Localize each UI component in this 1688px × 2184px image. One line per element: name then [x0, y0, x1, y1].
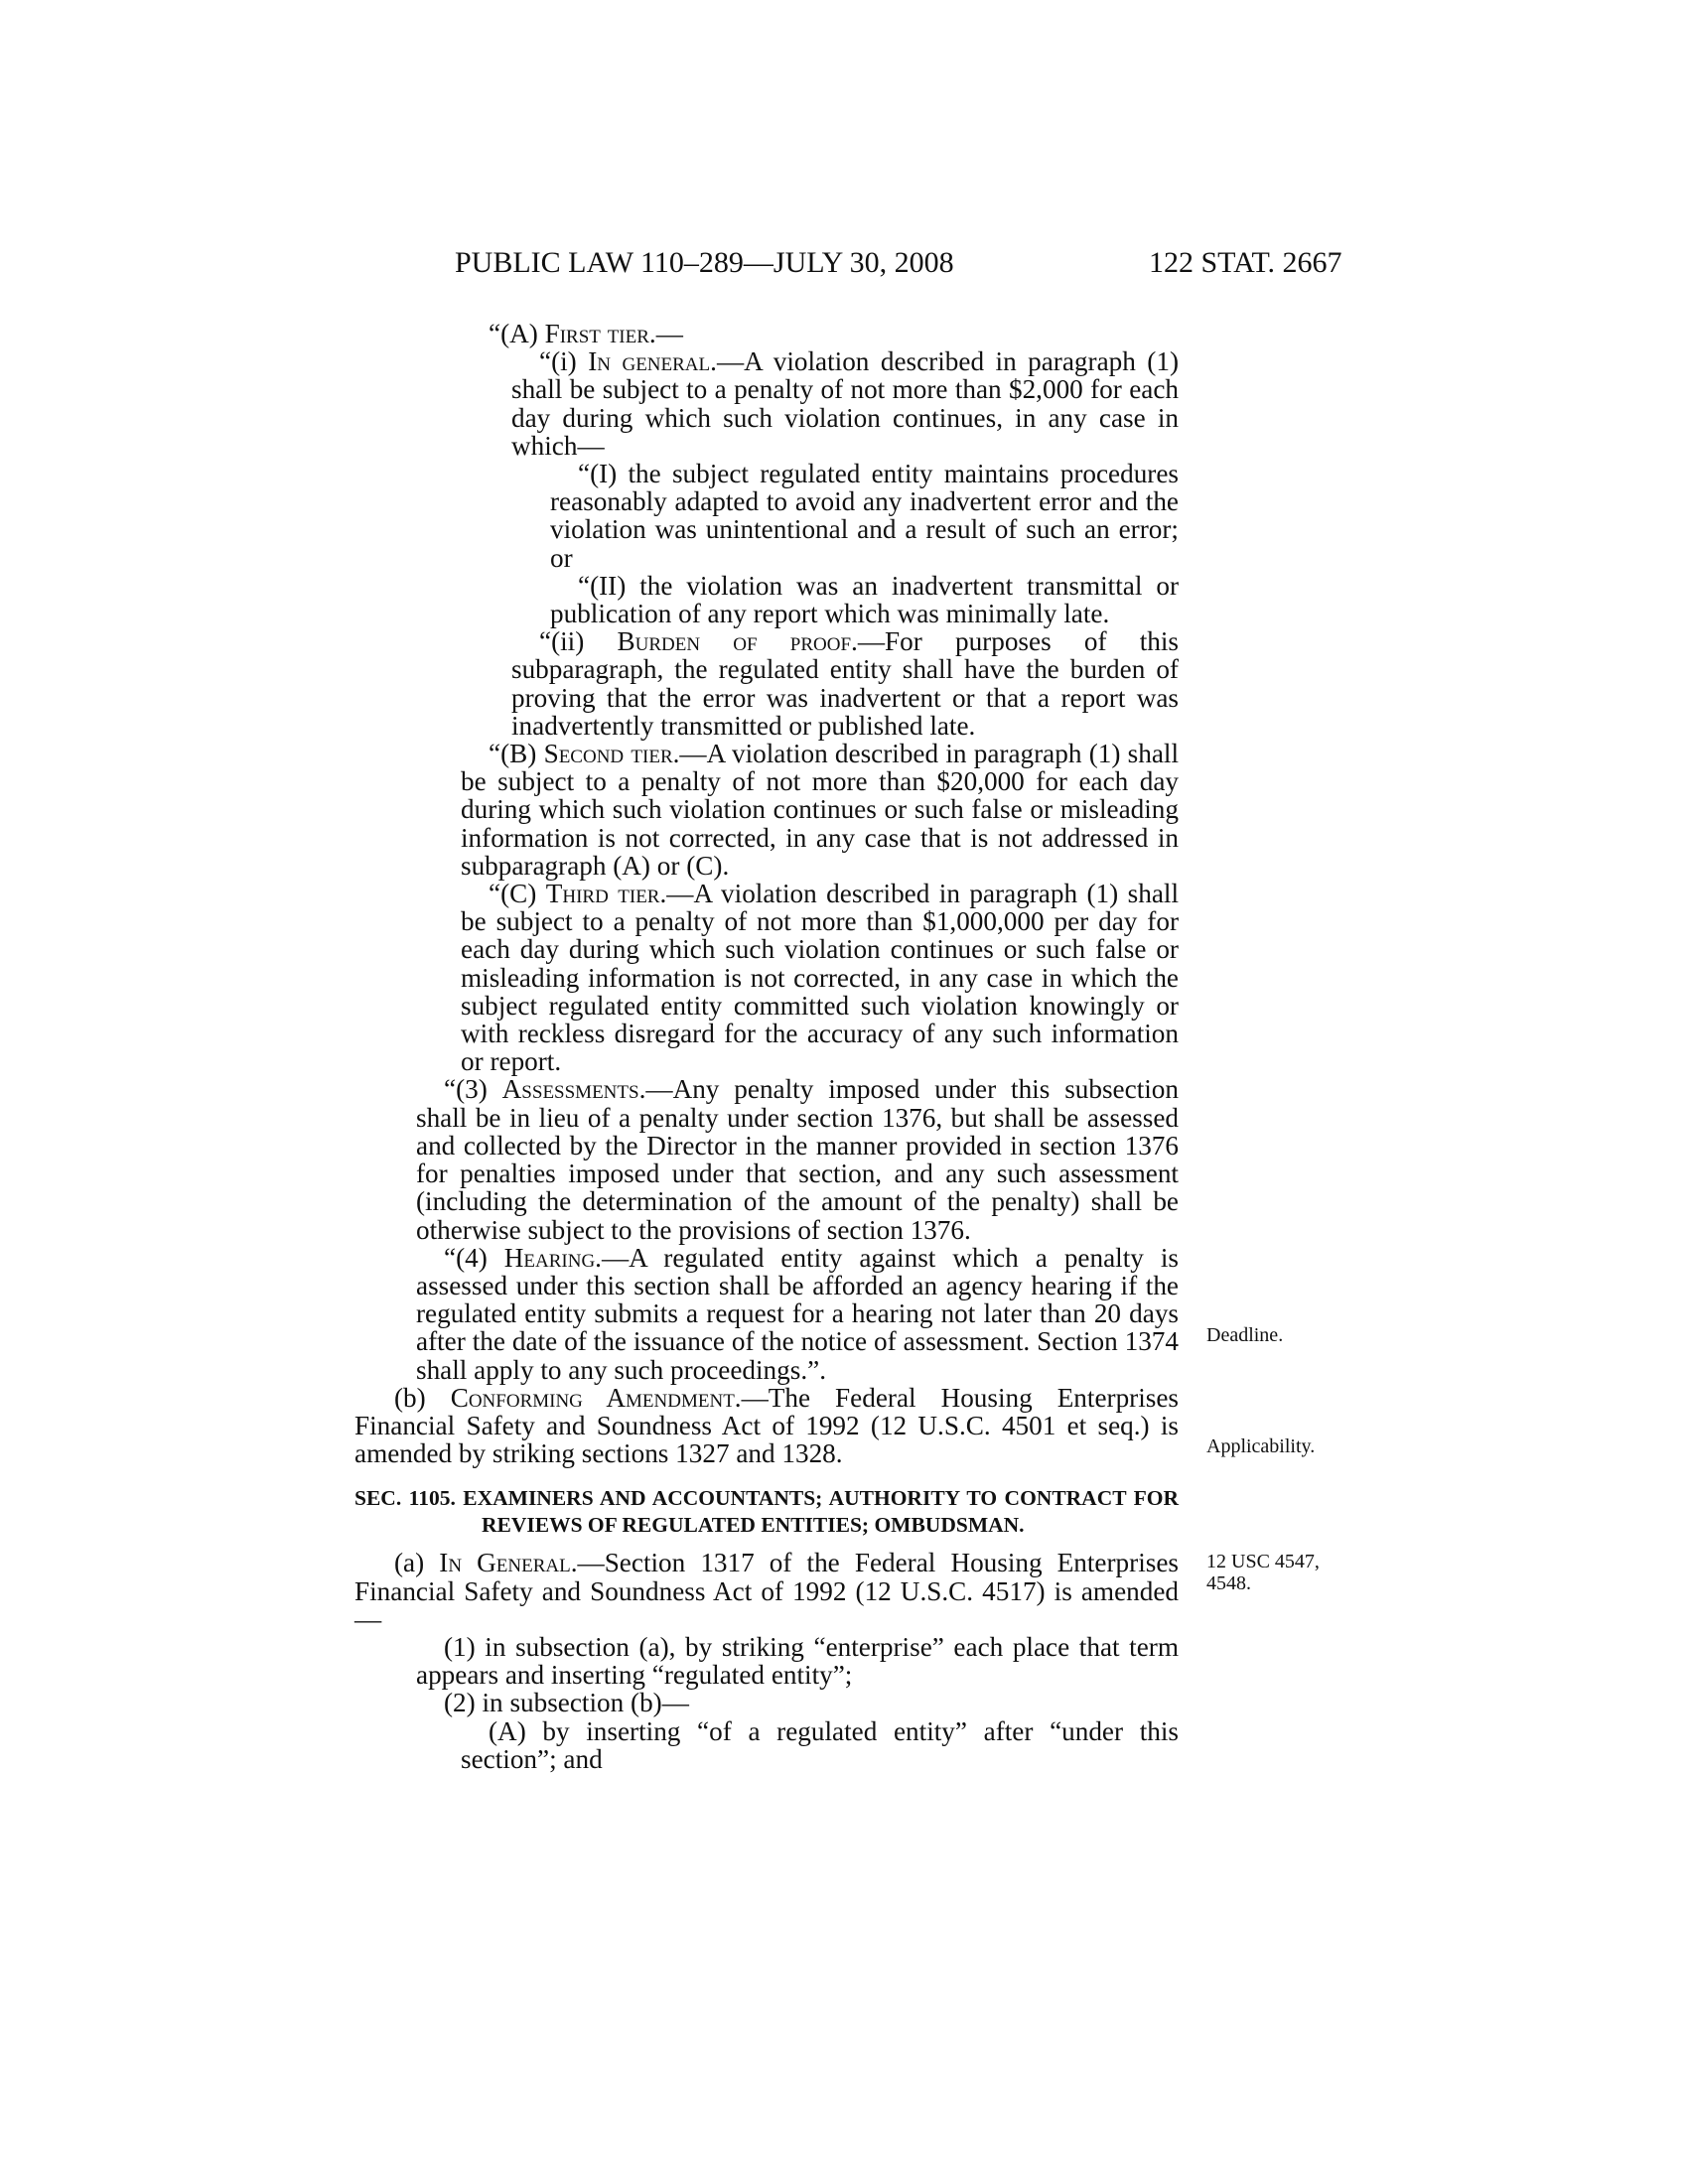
paragraph-amendment-1: (1) in subsection (a), by striking “enterprise” each place that term appears and inserting “regulated entity”; — [416, 1631, 1179, 1691]
paragraph-amendment-2A: (A) by inserting “of a regulated entity” after “under this section”; and — [461, 1715, 1179, 1774]
paragraph-clause-II: “(II) the violation was an inadvertent transmittal or publication of any report which was minimally late. — [550, 570, 1179, 629]
assessments-heading: Assessments. — [501, 1074, 646, 1105]
paragraph-in-general: “(i) In general.—A violation described in paragraph (1) shall be subject to a penalty of not more than $2,000 for each day during which such violation continues, in any case in which— — [511, 346, 1180, 461]
paragraph-section-general: (a) In General.—Section 1317 of the Federal Housing Enterprises Financial Safety and Soundness Act of 1992 (12 U.S.C. 4517) is amended— — [354, 1548, 1179, 1634]
statute-page-number: 122 STAT. 2667 — [1149, 246, 1342, 279]
paragraph-first-tier — [354, 320, 1179, 347]
hearing-heading: Hearing. — [503, 1242, 602, 1273]
margin-note-usc — [1206, 1551, 1320, 1594]
second-tier-heading: Second tier. — [543, 739, 680, 769]
usc-line-1: 12 USC 4547, — [1206, 1551, 1320, 1572]
paragraph-conforming-amendment: (b) Conforming Amendment.—The Federal Housing Enterprises Financial Safety and Soundness Act of 1992 (12 U.S.C. 4501 et seq.) is amended by striking sections 1327 and 1328. — [354, 1382, 1180, 1469]
in-general-heading: In general. — [588, 346, 717, 377]
conforming-amendment-heading: Conforming Amendment. — [450, 1382, 742, 1413]
section-1105-heading: SEC. 1105. EXAMINERS AND ACCOUNTANTS; AUTHORITY TO CONTRACT FOR REVIEWS OF REGULATED ENTITIES; OMBUDSMAN. — [354, 1486, 1179, 1538]
page-header — [0, 246, 1688, 286]
paragraph-hearing: “(4) Hearing.—A regulated entity against which a penalty is assessed under this section shall be afforded an agency hearing if the regulated entity submits a request for a hearing not later than 20 days after the date of the issuance of the notice of assessment. Section 1374 shall apply to any such proceedings.”. — [416, 1242, 1179, 1385]
third-tier-heading: Third tier. — [545, 879, 667, 909]
paragraph-second-tier: “(B) Second tier.—A violation described in paragraph (1) shall be subject to a penalty of not more than $20,000 for each day during which such violation continues or such false or misleading information is not corrected, in any case that is not addressed in subparagraph (A) or (C). — [461, 739, 1180, 881]
paragraph-assessments: “(3) Assessments.—Any penalty imposed under this subsection shall be in lieu of a penalty under section 1376, but shall be assessed and collected by the Director in the manner provided in section 1376 for penalties imposed under that section, and any such assessment (including the determination of the amount of the penalty) shall be otherwise subject to the provisions of section 1376. — [416, 1074, 1179, 1245]
burden-of-proof-heading: Burden of proof. — [617, 626, 858, 657]
paragraph-amendment-2: (2) in subsection (b)— — [444, 1688, 689, 1718]
paragraph-burden-of-proof: “(ii) Burden of proof.—For purposes of this subparagraph, the regulated entity shall have the burden of proving that the error was inadvertent or that a report was inadvertently transmitted or published late. — [511, 626, 1179, 741]
margin-note-deadline: Deadline. — [1206, 1324, 1284, 1346]
public-law-citation: PUBLIC LAW 110–289—JULY 30, 2008 — [455, 246, 954, 279]
section-general-heading: In General. — [439, 1548, 578, 1578]
document-body — [354, 320, 1179, 1773]
paragraph-third-tier: “(C) Third tier.—A violation described in paragraph (1) shall be subject to a penalty of not more than $1,000,000 per day for each day during which such violation continues or such false or misleading information is not corrected, in any case in which the subject regulated entity committed such violation knowingly or with reckless disregard for the accuracy of any such information or report. — [461, 879, 1180, 1077]
paragraph-clause-I: “(I) the subject regulated entity maintains procedures reasonably adapted to avoid any inadvertent error and the violation was unintentional and a result of such an error; or — [550, 459, 1179, 573]
first-tier-heading: “(A) First tier.— — [489, 319, 683, 348]
margin-note-applicability: Applicability. — [1206, 1435, 1316, 1457]
usc-line-2: 4548. — [1206, 1572, 1251, 1594]
